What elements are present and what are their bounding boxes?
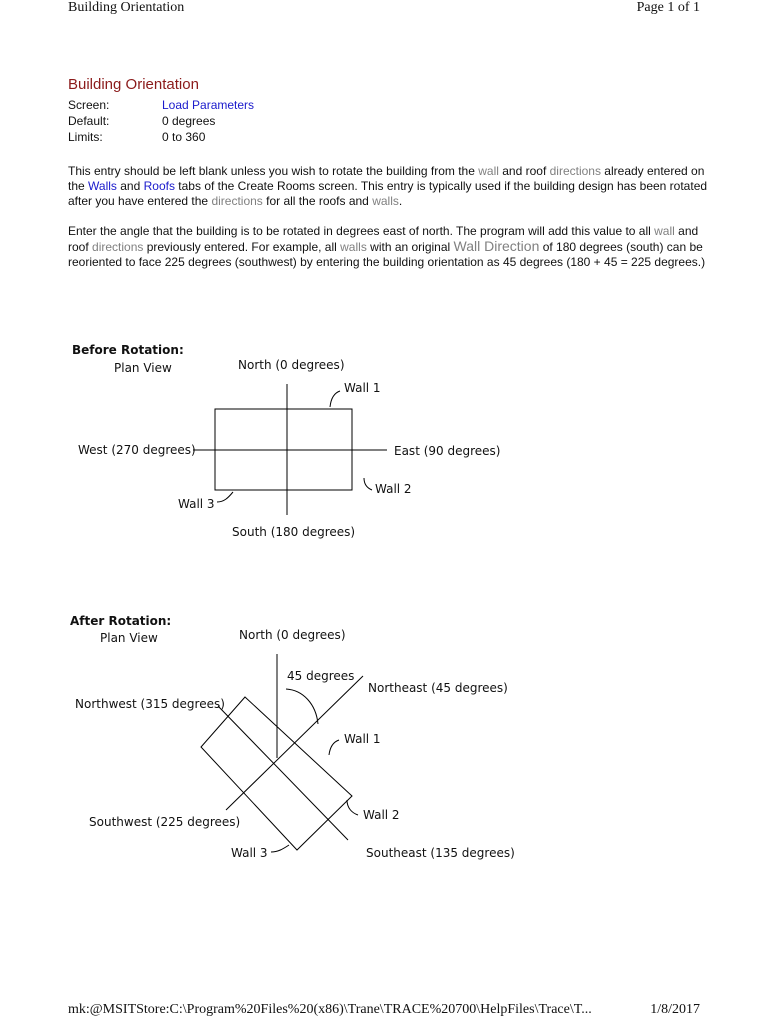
text: and roof bbox=[68, 224, 699, 254]
default-label: Default: bbox=[68, 114, 110, 128]
after-rotation-title: After Rotation: bbox=[70, 614, 172, 628]
directions-glossary-link[interactable]: directions bbox=[549, 164, 601, 178]
source-path: mk:@MSITStore:C:\Program%20Files%20(x86)\Trane\TRACE%20700\HelpFiles\Trace\T... bbox=[68, 1002, 592, 1017]
directions-glossary-link[interactable]: directions bbox=[92, 240, 144, 254]
print-date: 1/8/2017 bbox=[650, 1002, 700, 1017]
page-number: Page 1 of 1 bbox=[636, 0, 700, 15]
walls-glossary-link[interactable]: walls bbox=[372, 194, 399, 208]
text: previously entered. For example, all bbox=[143, 240, 341, 254]
west-label: West (270 degrees) bbox=[78, 443, 196, 457]
wall-3-label: Wall 3 bbox=[231, 846, 268, 860]
wall-glossary-link[interactable]: wall bbox=[478, 164, 499, 178]
southeast-label: Southeast (135 degrees) bbox=[366, 846, 515, 860]
text: This entry should be left blank unless you wish to rotate the building from the bbox=[68, 164, 479, 178]
text: for all the roofs and bbox=[262, 194, 373, 208]
roofs-tab-link[interactable]: Roofs bbox=[143, 179, 175, 193]
wall-2-leader bbox=[364, 478, 372, 490]
after-rotation-diagram bbox=[70, 614, 515, 860]
text: and roof bbox=[498, 164, 550, 178]
before-rotation-diagram bbox=[72, 343, 500, 539]
before-rotation-title: Before Rotation: bbox=[72, 343, 184, 357]
wall-3-leader bbox=[271, 845, 289, 852]
northeast-label: Northeast (45 degrees) bbox=[368, 681, 508, 695]
directions-glossary-link[interactable]: directions bbox=[211, 194, 263, 208]
text: tabs of the Create Rooms screen. This entry is typically used if the building design has been rotated after you have entered the bbox=[68, 179, 708, 208]
print-header-title: Building Orientation bbox=[68, 0, 185, 15]
wall-3-label: Wall 3 bbox=[178, 497, 215, 511]
load-parameters-link[interactable]: Load Parameters bbox=[162, 98, 255, 112]
wall-3-leader bbox=[217, 492, 233, 502]
text: Enter the angle that the building is to be rotated in degrees east of north. The program will add this value to all bbox=[68, 224, 655, 238]
after-plan-view-label: Plan View bbox=[100, 631, 158, 645]
text: . bbox=[398, 194, 403, 208]
wall-glossary-link[interactable]: wall bbox=[654, 224, 675, 238]
screen-label: Screen: bbox=[68, 98, 110, 112]
walls-glossary-link[interactable]: walls bbox=[340, 240, 367, 254]
wall-1-leader bbox=[330, 391, 340, 407]
rotation-angle-arc bbox=[286, 689, 318, 724]
wall-2-leader bbox=[347, 800, 358, 815]
wall-1-label: Wall 1 bbox=[344, 732, 381, 746]
wall-direction-glossary-link[interactable]: Wall Direction bbox=[453, 238, 540, 254]
page-title: Building Orientation bbox=[68, 76, 199, 93]
print-footer bbox=[68, 1002, 700, 1022]
northwest-label: Northwest (315 degrees) bbox=[75, 697, 225, 711]
wall-2-label: Wall 2 bbox=[375, 482, 412, 496]
wall-2-label: Wall 2 bbox=[363, 808, 400, 822]
wall-1-label: Wall 1 bbox=[344, 381, 381, 395]
east-label: East (90 degrees) bbox=[394, 444, 501, 458]
rotation-angle-label: 45 degrees bbox=[287, 669, 355, 683]
text: and bbox=[116, 179, 144, 193]
limits-value: 0 to 360 bbox=[162, 130, 206, 144]
walls-tab-link[interactable]: Walls bbox=[88, 179, 117, 193]
text: of 180 degrees (south) can be reoriented to face 225 degrees (southwest) by entering the building orientation as 45 degrees (180 + 45 = 225 degrees.) bbox=[68, 240, 706, 269]
before-plan-view-label: Plan View bbox=[114, 361, 172, 375]
north-label: North (0 degrees) bbox=[238, 358, 345, 372]
default-value: 0 degrees bbox=[162, 114, 216, 128]
southwest-label: Southwest (225 degrees) bbox=[89, 815, 241, 829]
south-label: South (180 degrees) bbox=[232, 525, 356, 539]
text: already entered on the bbox=[68, 164, 705, 193]
text: with an original bbox=[366, 240, 454, 254]
north-label: North (0 degrees) bbox=[239, 628, 346, 642]
wall-1-leader bbox=[329, 740, 339, 755]
limits-label: Limits: bbox=[68, 130, 103, 144]
